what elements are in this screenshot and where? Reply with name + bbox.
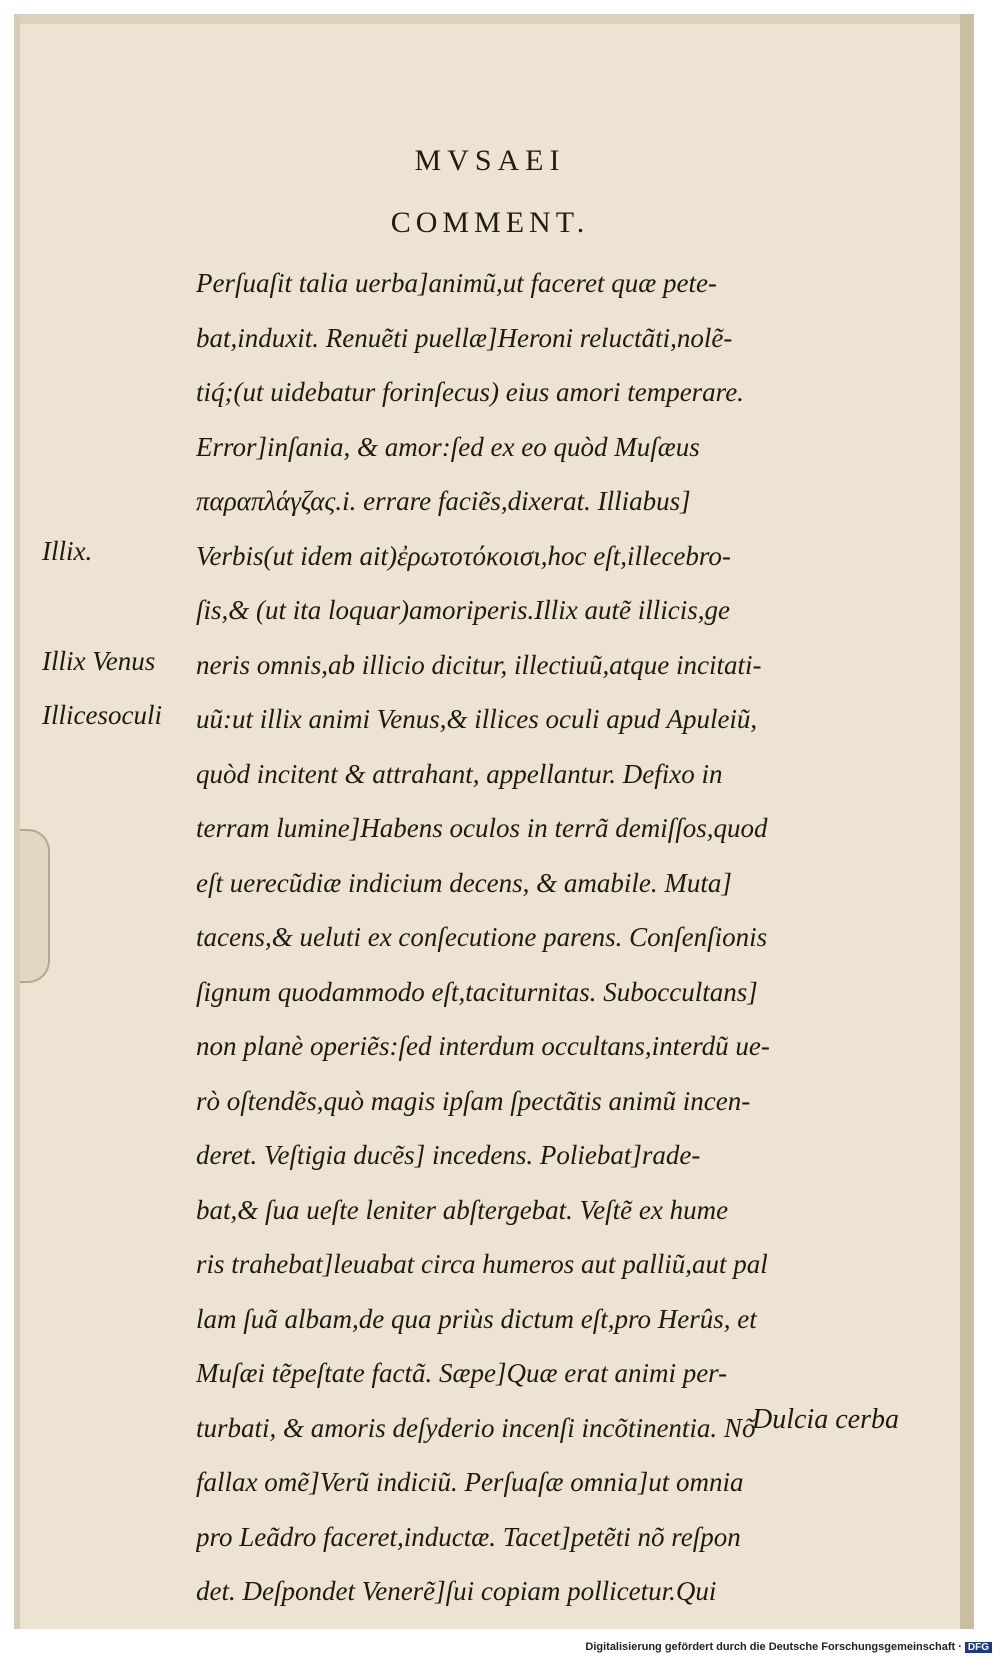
section-title: COMMENT.: [390, 206, 590, 239]
catchword: Dulcia cerba: [752, 1404, 899, 1435]
credit-text: Digitalisierung gefördert durch die Deutsche Forschungsgemeinschaft ·: [585, 1641, 962, 1653]
text-line: ſignum quodammodo eſt,taciturnitas. Suboccultans]: [196, 976, 758, 1007]
text-line: eſt uerecũdiæ indicium decens, & amabile. Muta]: [196, 867, 732, 898]
text-line: ris trahebat]leuabat circa humeros aut palliũ,aut pal: [196, 1249, 768, 1279]
text-line: Perſuaſit talia uerba]animũ,ut faceret quæ pete-: [196, 268, 717, 298]
dfg-logo: DFG: [965, 1642, 992, 1653]
text-line: Error]inſania, & amor:ſed ex eo quòd Muſæus: [196, 431, 700, 462]
text-line: quòd incitent & attrahant, appellantur. Defixo in: [196, 758, 723, 789]
text-line: uũ:ut illix animi Venus,& illices oculi apud Apuleiũ,: [196, 704, 758, 734]
text-line: turbati, & amoris deſyderio incenſi incõtinentia. Nõ: [196, 1412, 756, 1443]
text-line: Verbis(ut idem ait)ἐρωτοτόκοισι,hoc eſt,illecebro-: [196, 540, 731, 571]
text-line: ſis,& (ut ita loquar)amoriperis.Illix autẽ illicis,ge: [196, 595, 730, 625]
text-line: det. Deſpondet Venerẽ]ſui copiam pollicetur.Qui: [196, 1576, 717, 1606]
text-line: rò oſtendẽs,quò magis ipſam ſpectãtis animũ incen-: [196, 1085, 751, 1116]
book-page: [14, 14, 974, 1629]
margin-note-illix: Illix.: [42, 536, 93, 566]
text-line: Muſæi tẽpeſtate factã. Sæpe]Quæ erat animi per-: [196, 1358, 728, 1388]
digitization-credit: [585, 1641, 992, 1653]
text-line: fallax omẽ]Verũ indiciũ. Perſuaſæ omnia]ut omnia: [196, 1467, 744, 1497]
text-line: non planè operiẽs:ſed interdum occultans,interdũ ue-: [196, 1031, 770, 1061]
text-line: tacens,& ueluti ex conſecutione parens. Conſenſionis: [196, 922, 768, 952]
text-line: pro Leãdro faceret,inductæ. Tacet]petẽti nõ reſpon: [196, 1521, 741, 1552]
text-line: neris omnis,ab illicio dicitur, illectiuũ,atque incitati-: [196, 649, 762, 680]
page-clasp: [14, 829, 50, 983]
running-title: MVSAEI: [414, 144, 566, 177]
text-line: bat,& ſua ueſte leniter abſtergebat. Veſtẽ ex hume: [196, 1194, 729, 1225]
margin-note-illix-venus: Illix Venus: [42, 646, 156, 676]
text-line: παραπλάγζας.i. errare faciẽs,dixerat. Illiabus]: [196, 486, 691, 516]
text-line: bat,induxit. Renuẽti puellæ]Heroni reluctãti,nolẽ-: [196, 322, 733, 353]
text-line: lam ſuã albam,de qua priùs dictum eſt,pro Herûs, et: [196, 1303, 757, 1334]
text-line: tiq́;(ut uidebatur forinſecus) eius amori temperare.: [196, 377, 744, 407]
margin-note-illices-oculi: Illicesoculi: [42, 700, 162, 730]
text-line: [196, 1619, 896, 1630]
text-line: terram lumine]Habens oculos in terrã demiſſos,quod: [196, 813, 768, 843]
text-line: deret. Veſtigia ducẽs] incedens. Poliebat]rade-: [196, 1140, 701, 1170]
